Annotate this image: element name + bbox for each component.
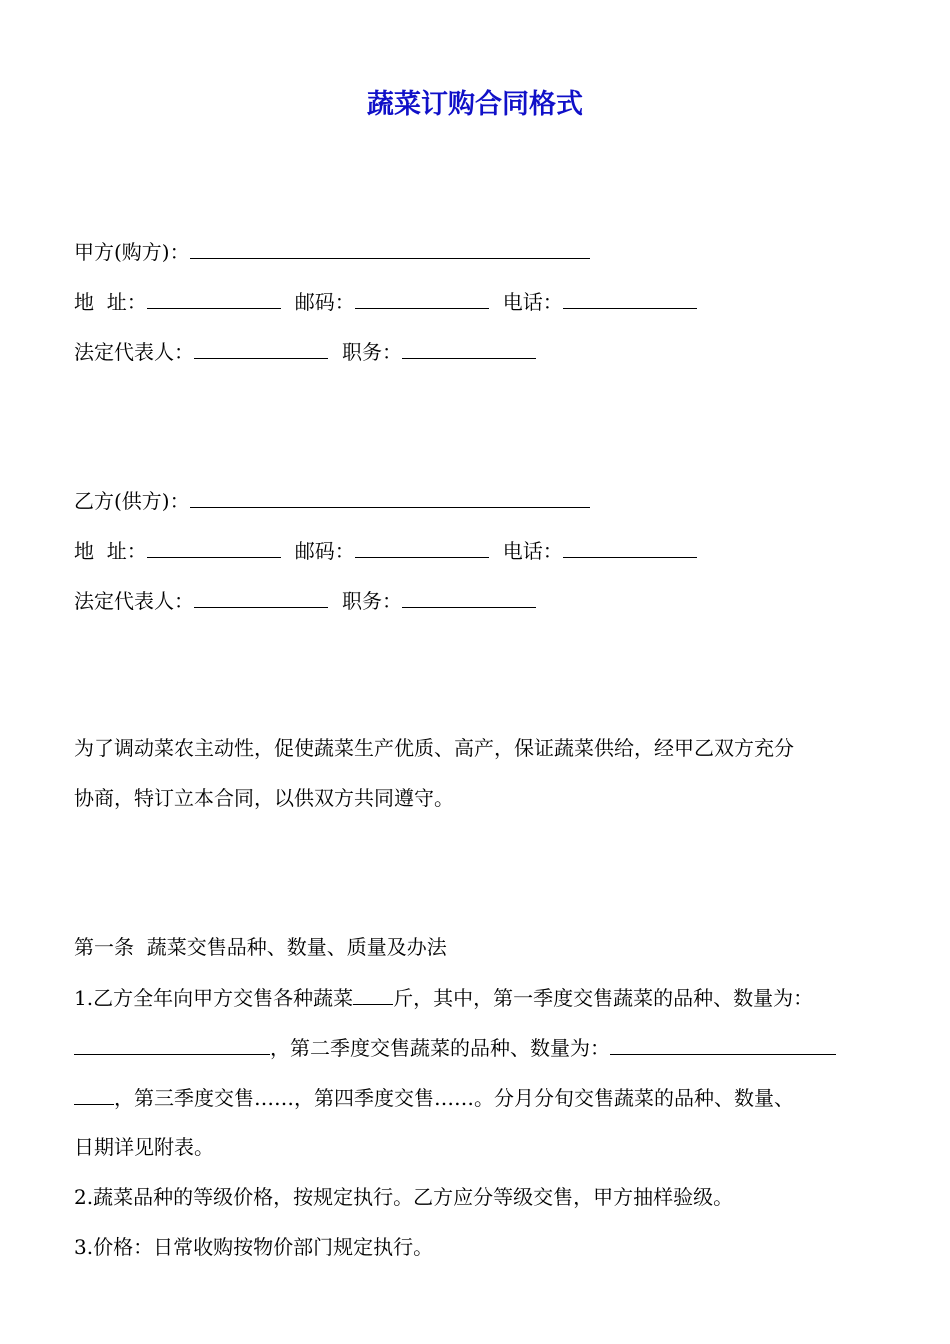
party-b-postcode-label: 邮码： <box>294 539 355 563</box>
party-a-address-blank <box>147 286 281 309</box>
item-1-line-1 <box>74 982 813 1012</box>
party-b-address-label: 地 址： <box>74 539 147 563</box>
q2-varieties-blank <box>610 1032 836 1055</box>
party-a-phone-blank <box>563 286 697 309</box>
party-a-phone-label: 电话： <box>502 290 563 314</box>
party-a-name-line <box>74 236 590 266</box>
party-b-rep-line <box>74 585 536 615</box>
item-1-text-c: ，第二季度交售蔬菜的品种、数量为： <box>270 1036 610 1060</box>
party-b-name-label: 乙方(供方)： <box>74 489 190 513</box>
intro-line-1: 为了调动菜农主动性，促使蔬菜生产优质、高产，保证蔬菜供给，经甲乙双方充分 <box>74 736 794 760</box>
party-a-postcode-blank <box>355 286 489 309</box>
party-b-name-line <box>74 485 590 515</box>
party-b-rep-label: 法定代表人： <box>74 589 194 613</box>
party-a-name-blank <box>190 236 590 259</box>
party-a-position-label: 职务： <box>342 340 402 364</box>
q2-varieties-blank-cont <box>74 1082 114 1105</box>
item-1-text-b: 斤，其中，第一季度交售蔬菜的品种、数量为： <box>393 986 814 1010</box>
party-b-address-line <box>74 535 697 565</box>
party-b-address-blank <box>147 535 281 558</box>
party-b-rep-blank <box>194 585 328 608</box>
intro-line-2: 协商，特订立本合同，以供双方共同遵守。 <box>74 786 454 810</box>
party-a-address-label: 地 址： <box>74 290 147 314</box>
q1-varieties-blank <box>74 1032 270 1055</box>
party-a-postcode-label: 邮码： <box>294 290 355 314</box>
item-1-line-3 <box>74 1082 794 1112</box>
item-1-line-2 <box>74 1032 836 1062</box>
party-a-address-line <box>74 286 697 316</box>
article-1-heading: 第一条 蔬菜交售品种、数量、质量及办法 <box>74 935 447 959</box>
party-a-position-blank <box>402 336 536 359</box>
party-b-phone-label: 电话： <box>502 539 563 563</box>
party-a-name-label: 甲方(购方)： <box>74 240 190 264</box>
party-b-position-blank <box>402 585 536 608</box>
item-2: 2.蔬菜品种的等级价格，按规定执行。乙方应分等级交售，甲方抽样验级。 <box>74 1185 734 1209</box>
item-1-text-a: 1.乙方全年向甲方交售各种蔬菜 <box>74 986 354 1010</box>
item-1-quantity-blank <box>353 982 393 1005</box>
party-a-rep-blank <box>194 336 328 359</box>
item-1-text-d: ，第三季度交售……，第四季度交售……。分月分旬交售蔬菜的品种、数量、 <box>114 1086 794 1110</box>
item-3: 3.价格：日常收购按物价部门规定执行。 <box>74 1235 434 1259</box>
party-a-rep-label: 法定代表人： <box>74 340 194 364</box>
party-b-position-label: 职务： <box>342 589 402 613</box>
party-a-rep-line <box>74 336 536 366</box>
party-b-postcode-blank <box>355 535 489 558</box>
party-b-phone-blank <box>563 535 697 558</box>
document-title: 蔬菜订购合同格式 <box>367 89 583 120</box>
item-1-line-4: 日期详见附表。 <box>74 1135 214 1159</box>
party-b-name-blank <box>190 485 590 508</box>
